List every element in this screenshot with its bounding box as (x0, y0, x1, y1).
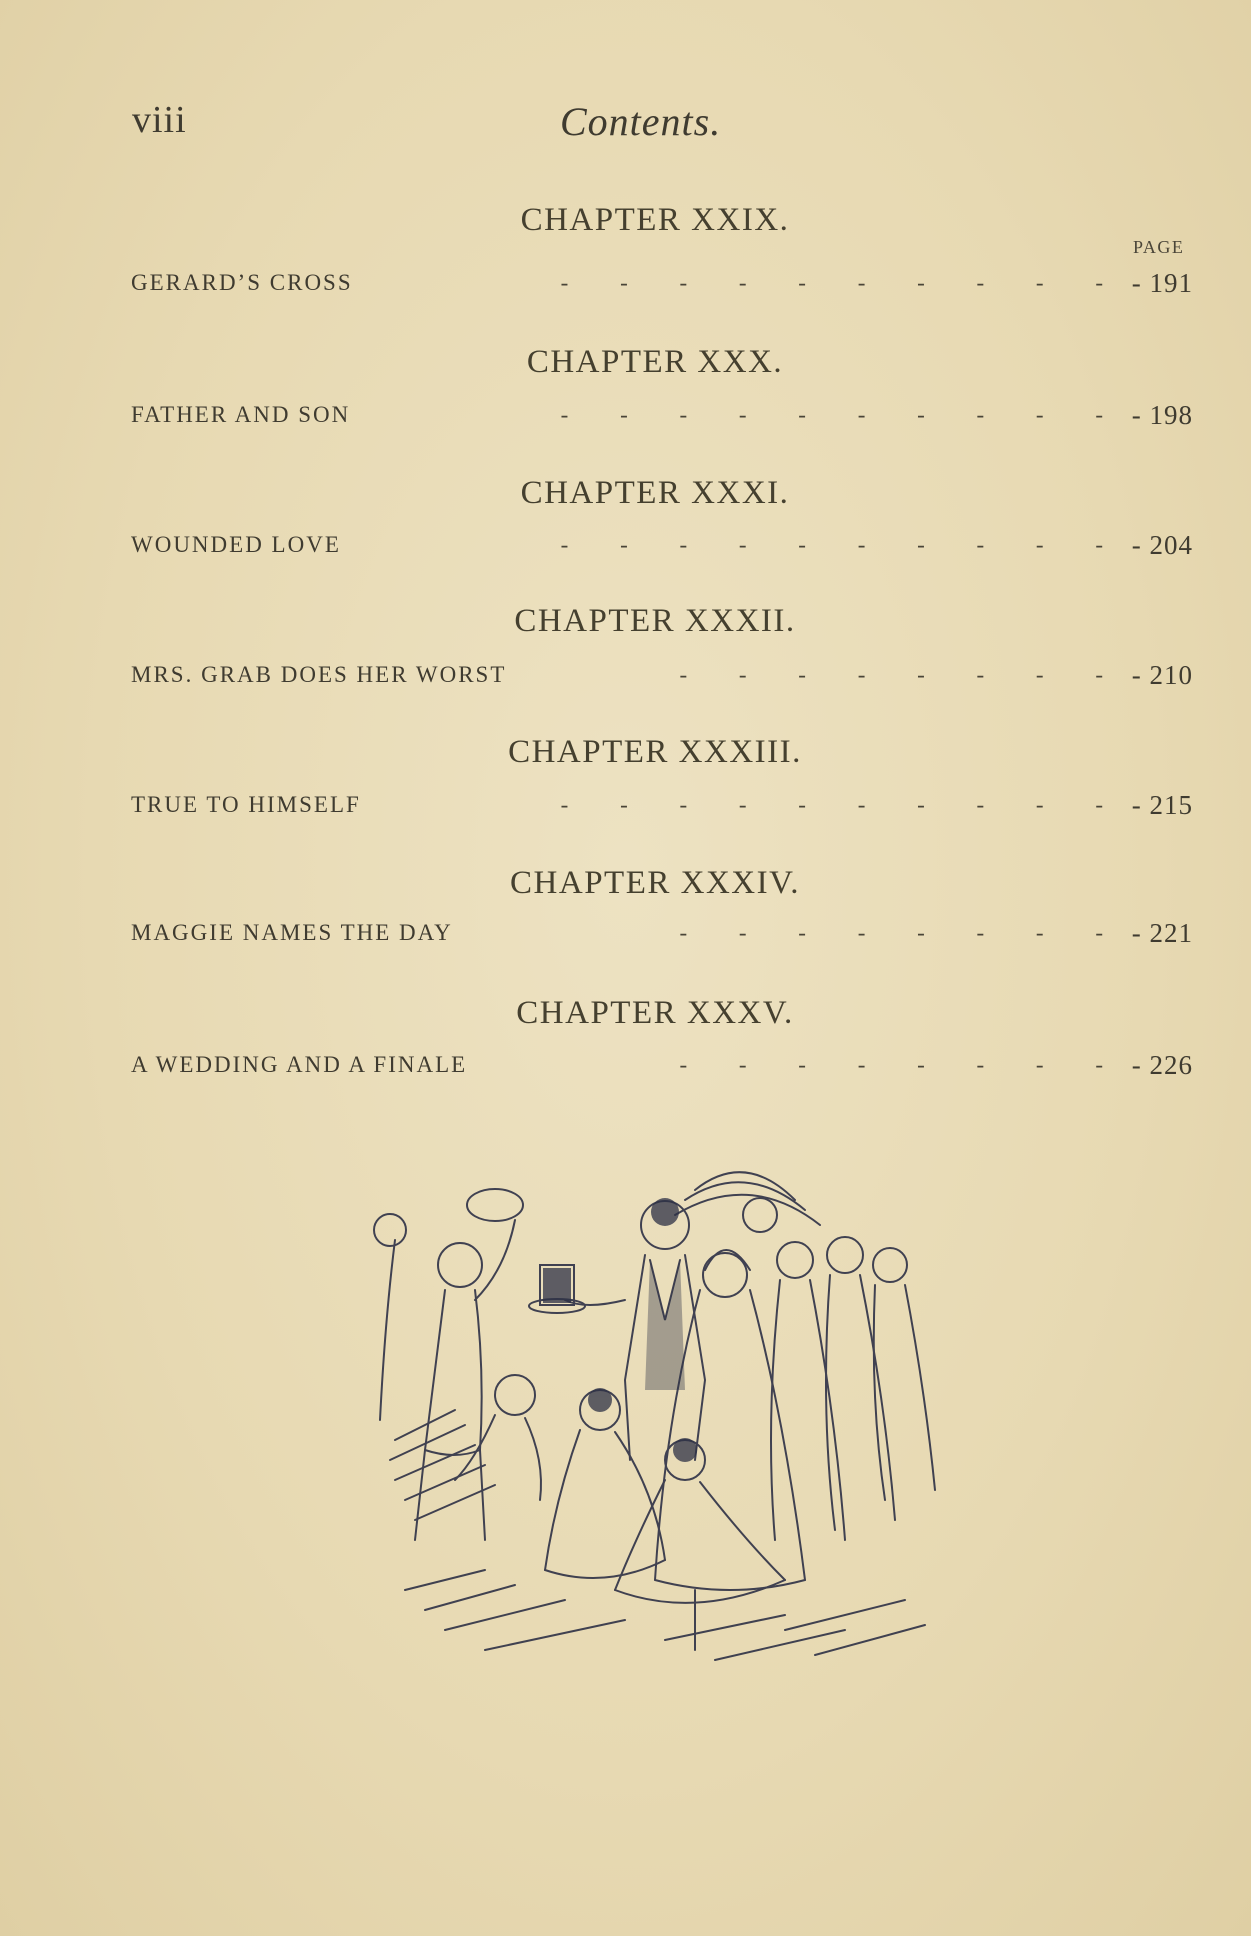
toc-entry[interactable] (131, 532, 1193, 566)
toc-entry[interactable] (131, 1052, 1193, 1086)
dot-leader: - - - - - - - - - - (560, 532, 1103, 557)
entry-title: GERARD’S CROSS (131, 270, 353, 295)
running-title: Contents. (560, 99, 722, 144)
entry-page-number: - 226 (1131, 1050, 1193, 1080)
page-number: viii (132, 99, 187, 141)
entry-title: FATHER AND SON (131, 402, 351, 427)
entry-title: MAGGIE NAMES THE DAY (131, 920, 453, 945)
entry-title: A WEDDING AND A FINALE (131, 1052, 468, 1077)
entry-title: MRS. GRAB DOES HER WORST (131, 662, 507, 687)
chapter-heading: CHAPTER XXXI. (520, 475, 790, 511)
toc-entry[interactable] (131, 270, 1193, 304)
entry-page-number: - 198 (1131, 400, 1193, 430)
entry-title: TRUE TO HIMSELF (131, 792, 361, 817)
dot-leader: - - - - - - - - - - (560, 402, 1103, 427)
dot-leader: - - - - - - - - - - (560, 270, 1103, 295)
chapter-heading: CHAPTER XXXIV. (510, 865, 800, 901)
toc-entry[interactable] (131, 920, 1193, 954)
dot-leader: - - - - - - - - (679, 662, 1103, 687)
dot-leader: - - - - - - - - (679, 920, 1103, 945)
chapter-heading: CHAPTER XXX. (526, 344, 784, 380)
chapter-heading: CHAPTER XXXV. (516, 995, 794, 1031)
dot-leader: - - - - - - - - - - (560, 792, 1103, 817)
chapter-heading: CHAPTER XXXIII. (508, 734, 802, 770)
entry-page-number: - 210 (1131, 660, 1193, 690)
chapter-heading: CHAPTER XXIX. (520, 202, 790, 238)
wedding-procession-engraving-icon (365, 1160, 955, 1700)
entry-title: WOUNDED LOVE (131, 532, 341, 557)
page-column-label: PAGE (1133, 237, 1185, 257)
entry-page-number: - 215 (1131, 790, 1193, 820)
chapter-heading: CHAPTER XXXII. (514, 603, 796, 639)
entry-page-number: - 191 (1131, 268, 1193, 298)
toc-entry[interactable] (131, 662, 1193, 696)
toc-entry[interactable] (131, 402, 1193, 436)
entry-page-number: - 221 (1131, 918, 1193, 948)
dot-leader: - - - - - - - - (679, 1052, 1103, 1077)
entry-page-number: - 204 (1131, 530, 1193, 560)
toc-entry[interactable] (131, 792, 1193, 826)
